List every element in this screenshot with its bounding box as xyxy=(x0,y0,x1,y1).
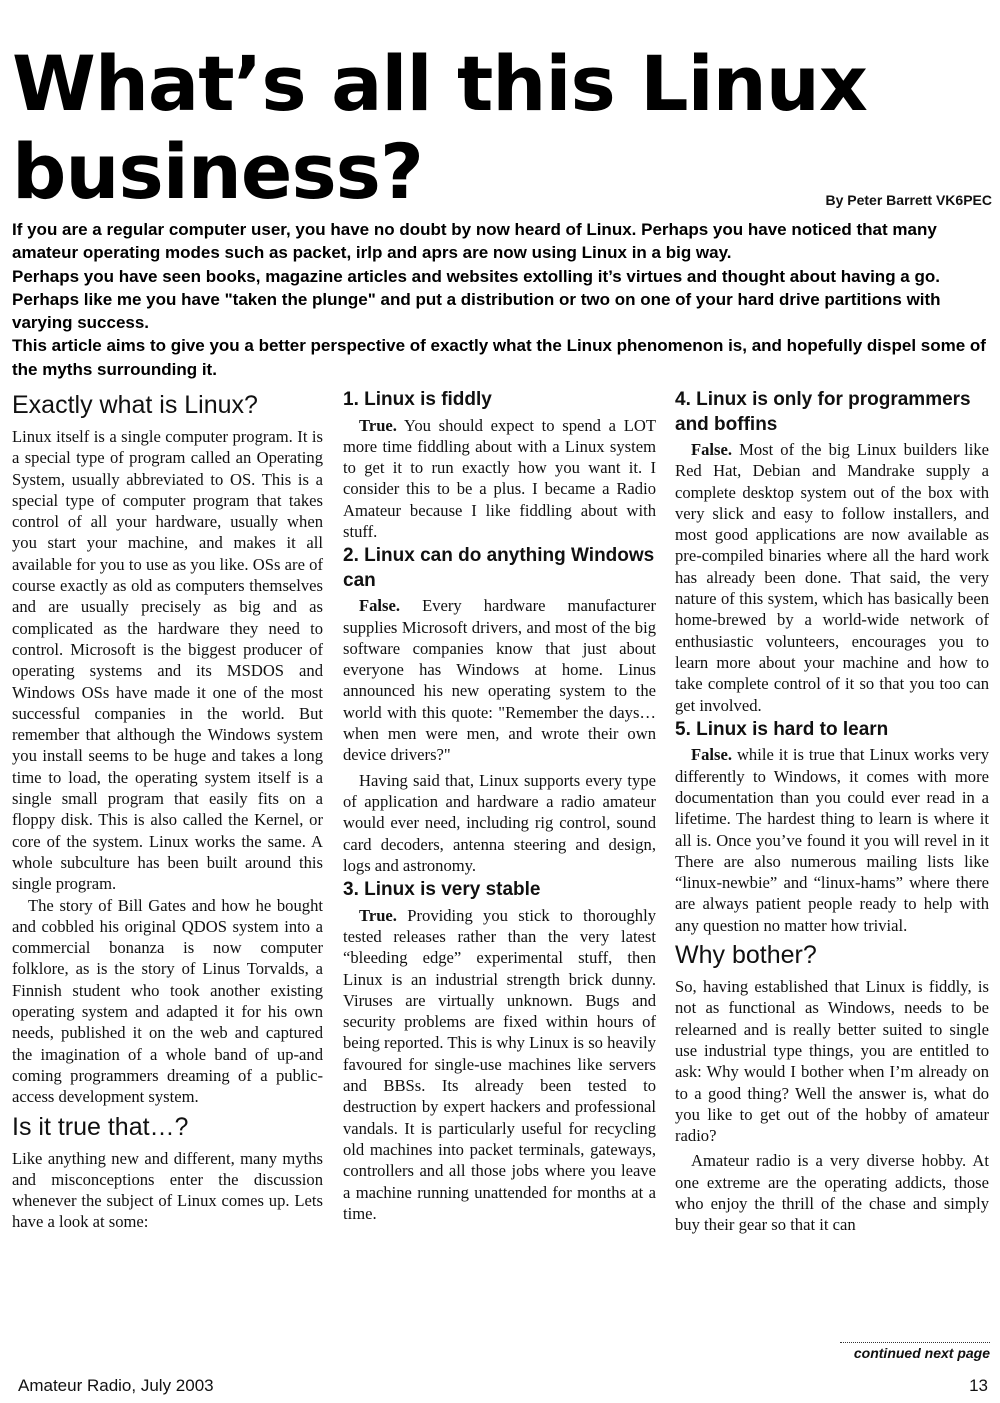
title-line-1: What’s all this Linux xyxy=(12,39,867,128)
myth-text: You should expect to spend a LOT more time fiddling about with a Linux system to get it to run exactly how you want it. I consider this to be a plus. I became a Radio Amateur because I like fiddling about with stuff. xyxy=(343,415,656,541)
heading-myth-1: 1. Linux is fiddly xyxy=(343,389,492,410)
intro xyxy=(12,218,990,381)
verdict: False. xyxy=(691,745,733,765)
paragraph: So, having established that Linux is fiddly, is not as functional as Windows, needs to be relearned and is really better suited to single use industrial type things, you are entitled to ask: Why would I bother when I’m already on to a good thing? Well the answer is, what do you like to get out of the hobby of amateur radio? xyxy=(675,977,989,1146)
article-title xyxy=(12,40,972,216)
myth-text: while it is true that Linux works very differently to Windows, it comes with more documentation than you could ever read in a lifetime. The hardest thing to learn is where it all is. Once you’ve found it you will revel in it There are also numerous mailing lists like “linux-newbie” and “linux-hams” where there are always patient people ready to help with any question no matter how trivial. xyxy=(675,745,989,935)
intro-paragraph: This article aims to give you a better perspective of exactly what the Linux phenomenon is, and hopefully dispel some of the myths surrounding it. xyxy=(12,336,986,379)
intro-paragraph: If you are a regular computer user, you have no doubt by now heard of Linux. Perhaps you have noticed that many amateur operating modes such as packet, irlp and aprs are now using Linux in a big way. xyxy=(12,220,937,263)
continued-next-page: continued next page xyxy=(840,1342,990,1361)
heading-exactly-what: Exactly what is Linux? xyxy=(12,391,258,419)
heading-why-bother: Why bother? xyxy=(675,941,817,970)
paragraph: Amateur radio is a very diverse hobby. At one extreme are the operating addicts, those who enjoy the thrill of the chase and simply buy their gear so that it can xyxy=(675,1151,989,1235)
heading-myth-3: 3. Linux is very stable xyxy=(343,879,541,901)
verdict: False. xyxy=(691,440,733,459)
column-3 xyxy=(675,386,989,1236)
intro-paragraph: Perhaps you have seen books, magazine articles and websites extolling it’s virtues and thought about having a go. Perhaps like me you have "taken the plunge" and put a distribution or two on one of your hard drive partitions with varying success. xyxy=(12,266,941,333)
byline: By Peter Barrett VK6PEC xyxy=(825,192,992,208)
verdict: True. xyxy=(359,415,397,435)
verdict: False. xyxy=(359,596,401,616)
page-number: 13 xyxy=(969,1376,988,1395)
myth-1-text xyxy=(343,415,656,543)
heading-myth-5: 5. Linux is hard to learn xyxy=(675,718,889,740)
heading-myth-2: 2. Linux can do anything Windows can xyxy=(343,545,655,591)
myth-text: Every hardware manufacturer supplies Microsoft drivers, and most of the big software companies know that just about everyone has Windows at home. Linus announced his new operating system to the world with this quote: "Remember the days… when men were men, and wrote their own device drivers?" xyxy=(343,596,656,765)
paragraph: The story of Bill Gates and how he bought and cobbled his original QDOS system into a commercial bonanza is now computer folklore, as is the story of Linus Torvalds, a Finnish student who took another existing operating system and adapted it for his own needs, published it on the web and captured the imagination of a whole band of up-and coming programmers dreaming of a public-access development system. xyxy=(12,895,323,1107)
column-1 xyxy=(12,386,323,1233)
myth-5-text xyxy=(675,744,989,936)
title-line-2: business? xyxy=(12,127,424,216)
myth-2-text xyxy=(343,595,656,765)
myth-3-text xyxy=(343,905,656,1224)
column-2 xyxy=(343,386,656,1224)
myth-4-text xyxy=(675,439,989,716)
myth-text: Providing you stick to thoroughly tested releases rather than the very latest “bleeding edge” experimental stuff, then Linux is an industrial strength brick dunny. Viruses are virtually unknown. Bugs and security problems are fixed within hours of being reported. This is why Linux is so heavily favoured for single-use machines like servers and BBSs. Its already been tested to destruction by expert hackers and professional vandals. It is particularly useful for recycling old machines into packet terminals, gateways, controllers and all those jobs where you leave a machine running unattended for months at a time. xyxy=(343,905,656,1223)
paragraph: Linux itself is a single computer program. It is a special type of program called an Operating System, usually abbreviated to OS. This is a special type of computer program that takes control of all your hardware, usually when you start your machine, and makes it all available for you to use as you like. OSs are of course exactly as old as computers themselves and are usually precisely as big and as complicated as the hardware they need to control. Microsoft is the biggest producer of operating systems and its MSDOS and Windows OSs have made it one of the most successful companies in the world. But remember that although the Windows system you install seems to be huge and takes a long time to load, the operating system itself is a single small program that easily fits on a floppy disk. This is also called the Kernel, or core of the system. Linux works the same. A whole subculture has been built around this single program. xyxy=(12,427,323,894)
paragraph: Like anything new and different, many myths and misconceptions enter the discussion whenever the subject of Linux comes up. Lets have a look at some: xyxy=(12,1148,323,1232)
heading-myth-4: 4. Linux is only for programmers and boffins xyxy=(675,389,971,435)
publication-footer: Amateur Radio, July 2003 xyxy=(18,1376,214,1395)
heading-is-it-true: Is it true that…? xyxy=(12,1112,189,1141)
myth-text: Most of the big Linux builders like Red Hat, Debian and Mandrake supply a complete desktop system out of the box with very slick and easy to follow installers, and most good applications are now available as pre-compiled binaries where all the hard work has already been done. That said, the very nature of this system, which has basically been home-brewed by a world-wide network of enthusiastic volunteers, encourages you to learn more about your machine and how to take complete control of it so that you too can get involved. xyxy=(675,440,989,715)
paragraph: Having said that, Linux supports every type of application and hardware a radio amateur would ever need, including rig control, sound card decoders, antenna steering and design, logs and astronomy. xyxy=(343,770,656,875)
verdict: True. xyxy=(359,905,397,925)
